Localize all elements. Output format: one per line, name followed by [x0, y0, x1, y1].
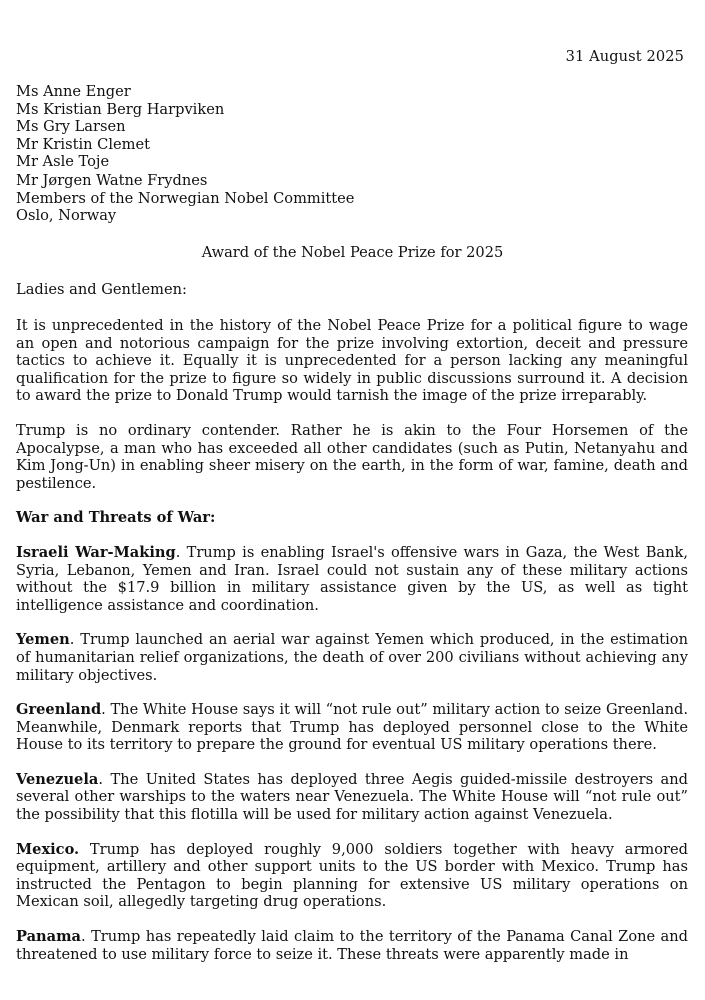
venezuela-text: . The United States has deployed three Aegis guided-missile destroyers and several other warships to the waters near Venezuela. The White House will “not rule out” the possibility that this flotilla will be used for military action against Venezuela. [16, 770, 688, 824]
yemen-text: . Trump launched an aerial war against Yemen which produced, in the estimation of humanitarian relief organizations, the death of over 200 civilians without achieving any military objectives. [16, 631, 688, 684]
paragraph-yemen [16, 631, 688, 684]
panama-heading: Panama [16, 928, 82, 946]
recipient-line: Mr Asle Toje [16, 153, 110, 171]
israel-text: . Trump is enabling Israel's offensive wars in Gaza, the West Bank, Syria, Lebanon, Yemen and Iran. Israel could not sustain any of these military actions without the $17.9 billion in military assistance given by the US, as well as tight intelligence assistance and coordination. [16, 543, 688, 614]
paragraph-mexico [16, 841, 688, 911]
greenland-heading: Greenland [16, 701, 102, 719]
recipient-block [16, 83, 354, 225]
letter-subject: Award of the Nobel Peace Prize for 2025 [201, 244, 504, 261]
recipient-line: Mr Jørgen Watne Frydnes [16, 171, 208, 189]
paragraph-venezuela [16, 771, 688, 824]
paragraph-greenland [16, 701, 688, 754]
recipient-line: Members of the Norwegian Nobel Committee [16, 189, 355, 207]
paragraph-panama [16, 928, 688, 963]
israel-heading: Israeli War-Making [16, 543, 176, 561]
panama-text: . Trump has repeatedly laid claim to the territory of the Panama Canal Zone and threatened to use military force to seize it. These threats were apparently made in [16, 928, 688, 963]
venezuela-heading: Venezuela [16, 770, 99, 788]
recipient-line: Ms Gry Larsen [16, 118, 126, 136]
paragraph-contender: Trump is no ordinary contender. Rather he is akin to the Four Horsemen of the Apocalypse, a man who has exceeded all other candidates (such as Putin, Netanyahu and Kim Jong-Un) in enabling sheer misery on the earth, in the form of war, famine, death and pestilence. [16, 421, 688, 492]
mexico-heading: Mexico. [16, 840, 80, 858]
letter-date: 31 August 2025 [565, 48, 684, 65]
paragraph-intro: It is unprecedented in the history of the Nobel Peace Prize for a political figure to wage an open and notorious campaign for the prize involving extortion, deceit and pressure tactics to achieve it. Equally it is unprecedented for a person lacking any meaningful qualification for the prize to figure so widely in public discussions surround it. A decision to award the prize to Donald Trump would tarnish the image of the prize irreparably. [16, 317, 688, 405]
section-heading: War and Threats of War: [16, 509, 216, 527]
mexico-text: Trump has deployed roughly 9,000 soldiers together with heavy armored equipment, artillery and other support units to the US border with Mexico. Trump has instructed the Pentagon to begin planning for extensive US military operations on Mexican soil, allegedly targeting drug operations. [16, 840, 688, 911]
letter-body [16, 317, 688, 980]
recipient-line: Oslo, Norway [16, 207, 117, 225]
yemen-heading: Yemen [16, 631, 70, 649]
recipient-line: Mr Kristin Clemet [16, 135, 150, 153]
paragraph-israel [16, 544, 688, 614]
recipient-line: Ms Anne Enger [16, 83, 131, 100]
salutation: Ladies and Gentlemen: [16, 281, 187, 298]
recipient-line: Ms Kristian Berg Harpviken [16, 100, 225, 118]
greenland-text: . The White House says it will “not rule out” military action to seize Greenland. Meanwhile, Denmark reports that Trump has deployed personnel close to the White House to its territory to prepare the ground for eventual US military operations there. [16, 701, 688, 754]
